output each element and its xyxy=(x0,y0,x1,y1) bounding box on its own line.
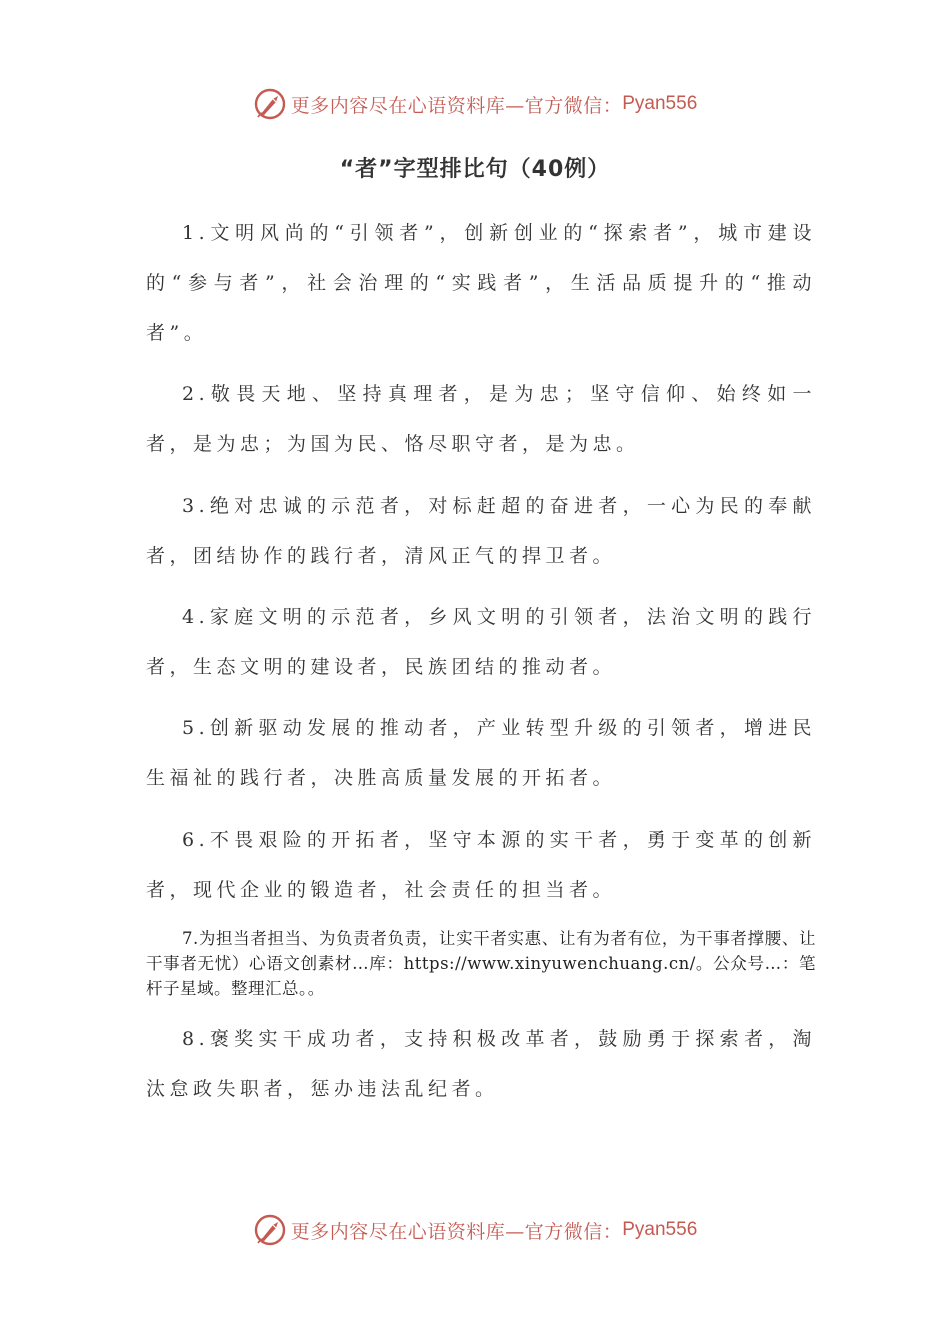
paragraph-1: 1.文明风尚的“引领者”，创新创业的“探索者”，城市建设的“参与者”，社会治理的“实践者”，生活品质提升的“推动者”。 xyxy=(146,222,816,344)
document-title: “者”字型排比句（40例） xyxy=(339,157,611,182)
paragraph-7: 7.为担当者担当、为负责者负责，让实干者实惠、让有为者有位，为干事者撑腰、让干事者无忧）心语文创素材…库：https://www.xinyuwenchuang.cn/。公众号…：笔杆子星域。整理汇总。。 xyxy=(146,929,816,998)
pen-nib-logo-icon xyxy=(253,1213,287,1247)
banner-text: 更多内容尽在心语资料库—官方微信： xyxy=(290,1220,623,1243)
header-banner xyxy=(0,84,950,124)
paragraph-2: 2.敬畏天地、坚持真理者，是为忠；坚守信仰、始终如一者，是为忠；为国为民、恪尽职守者，是为忠。 xyxy=(146,383,816,455)
banner-wechat-id: Pyan556 xyxy=(622,1219,698,1240)
banner-wechat-id: Pyan556 xyxy=(622,93,698,114)
paragraph-8: 8.褒奖实干成功者，支持积极改革者，鼓励勇于探索者，淘汰怠政失职者，惩办违法乱纪者。 xyxy=(146,1028,816,1100)
pen-nib-logo-icon xyxy=(253,87,287,121)
paragraph-5: 5.创新驱动发展的推动者，产业转型升级的引领者，增进民生福祉的践行者，决胜高质量发展的开拓者。 xyxy=(146,717,816,789)
paragraph-3: 3.绝对忠诚的示范者，对标赶超的奋进者，一心为民的奉献者，团结协作的践行者，清风正气的捍卫者。 xyxy=(146,495,816,567)
paragraph-4: 4.家庭文明的示范者，乡风文明的引领者，法治文明的践行者，生态文明的建设者，民族团结的推动者。 xyxy=(146,606,816,678)
paragraph-6: 6.不畏艰险的开拓者，坚守本源的实干者，勇于变革的创新者，现代企业的锻造者，社会责任的担当者。 xyxy=(146,829,816,901)
footer-banner xyxy=(0,1210,950,1250)
banner-text: 更多内容尽在心语资料库—官方微信： xyxy=(290,94,623,117)
